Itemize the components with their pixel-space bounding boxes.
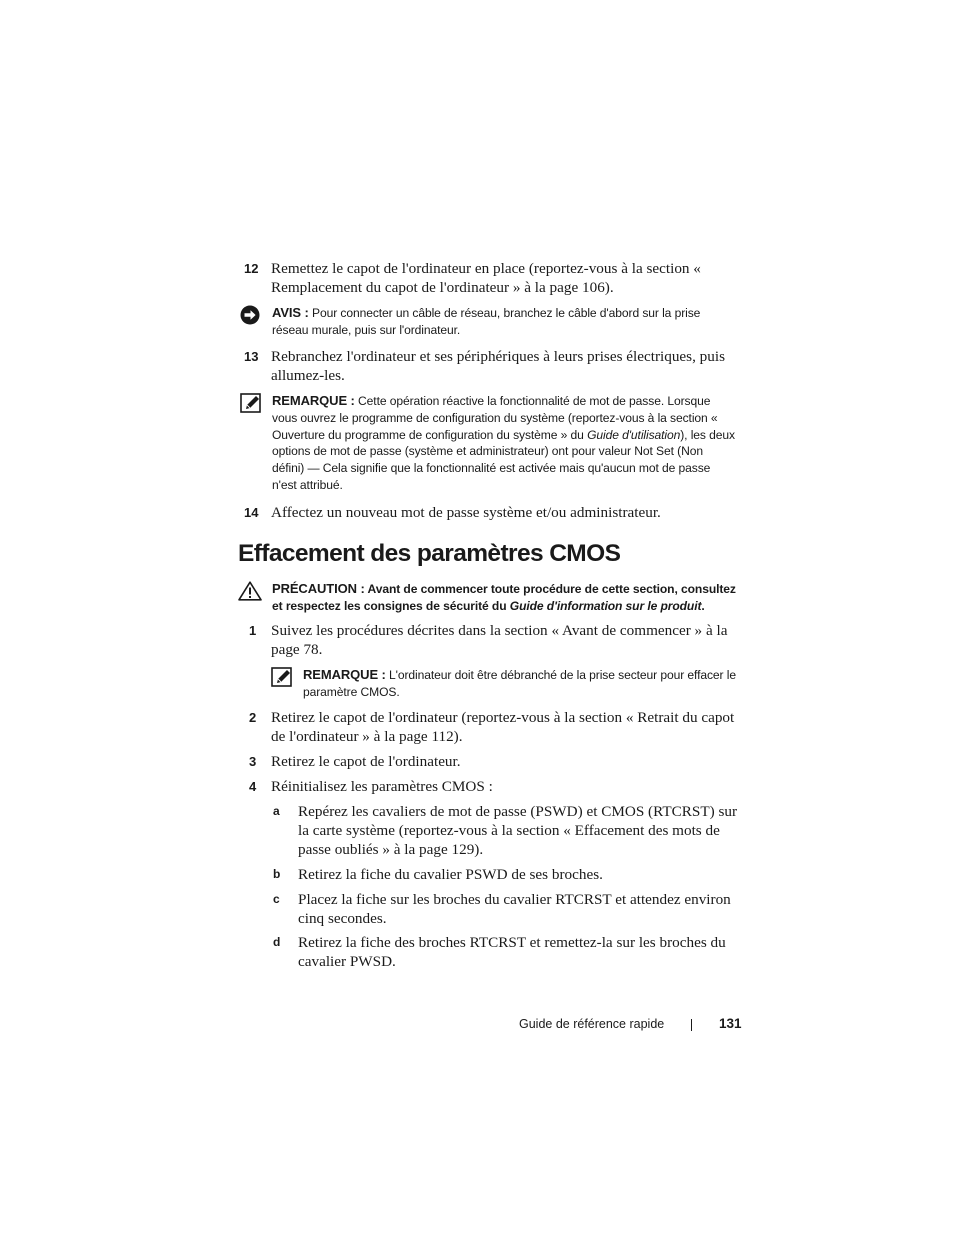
remark-label: REMARQUE :	[303, 667, 386, 682]
substep-letter: d	[273, 935, 281, 949]
step-text: Rebranchez l'ordinateur et ses périphériques à leurs prises électriques, puis allumez-les.	[271, 348, 725, 384]
step-number: 12	[244, 261, 259, 276]
page-number: 131	[719, 1016, 742, 1031]
step-text: Affectez un nouveau mot de passe système et/ou administrateur.	[271, 504, 661, 521]
substep-text: Placez la fiche sur les broches du cavalier RTCRST et attendez environ cinq secondes.	[298, 891, 731, 927]
pencil-note-icon	[271, 667, 293, 692]
caution-end: .	[701, 598, 705, 613]
substep-text: Retirez la fiche du cavalier PSWD de ses broches.	[298, 866, 603, 883]
notice-body: Pour connecter un câble de réseau, branchez le câble d'abord sur la prise réseau murale, puis sur l'ordinateur.	[272, 306, 701, 337]
remark-text	[303, 667, 739, 701]
remark-body-b: ), les deux options de mot de passe (système et administrateur) ont pour valeur	[272, 427, 735, 459]
caution-body: Avant de commencer toute procédure de cette section, consultez et respectez les consignes de sécurité du	[272, 582, 736, 613]
step-text: Suivez les procédures décrites dans la section « Avant de commencer » à la page 78.	[271, 622, 728, 658]
notice-text	[272, 305, 738, 339]
remark-body: L'ordinateur doit être débranché de la prise secteur pour effacer le paramètre CMOS.	[303, 668, 736, 699]
substep-letter: a	[273, 804, 280, 818]
substep-text: Repérez les cavaliers de mot de passe (PSWD) et CMOS (RTCRST) sur la carte système (reportez-vous à la section « Effacement des mots de passe oubliés » à la page 129).	[298, 803, 738, 858]
step-number: 1	[249, 623, 257, 638]
step-number: 14	[244, 505, 259, 520]
remark-body-c: (Non défini) — Cela signifie que la fonctionnalité est activée mais qu'aucun mot de passe n'est attribué.	[272, 444, 711, 492]
remark-text	[272, 393, 738, 494]
caution-reference: Guide d'information sur le produit	[509, 598, 702, 613]
caution-text	[272, 581, 740, 615]
pencil-note-icon	[240, 393, 262, 418]
footer-title: Guide de référence rapide	[519, 1017, 665, 1031]
section-title: Effacement des paramètres CMOS	[238, 540, 621, 567]
notice-icon	[240, 305, 260, 330]
footer-separator	[691, 1019, 692, 1031]
step-number: 13	[244, 349, 259, 364]
substep-letter: b	[273, 867, 281, 881]
substep-text: Retirez la fiche des broches RTCRST et remettez-la sur les broches du cavalier PWSD.	[298, 934, 726, 970]
step-number: 4	[249, 779, 257, 794]
step-text: Retirez le capot de l'ordinateur (reportez-vous à la section « Retrait du capot de l'ordinateur » à la page 112).	[271, 709, 735, 745]
warning-triangle-icon	[238, 581, 262, 606]
remark-value: Not Set	[634, 444, 674, 459]
step-text: Remettez le capot de l'ordinateur en place (reportez-vous à la section « Remplacement du capot de l'ordinateur » à la page 106).	[271, 260, 701, 296]
step-number: 3	[249, 754, 257, 769]
caution-label: PRÉCAUTION :	[272, 581, 365, 596]
notice-label: AVIS :	[272, 305, 309, 320]
step-text: Retirez le capot de l'ordinateur.	[271, 753, 461, 770]
remark-label: REMARQUE :	[272, 393, 355, 408]
step-number: 2	[249, 710, 257, 725]
remark-reference: Guide d'utilisation	[587, 427, 681, 442]
substep-letter: c	[273, 892, 280, 906]
remark-body-a: Cette opération réactive la fonctionnalité de mot de passe. Lorsque vous ouvrez le programme de configuration du système (reportez-vous à la section « Ouverture du programme de configuration du système » du	[272, 394, 718, 442]
step-text: Réinitialisez les paramètres CMOS :	[271, 778, 493, 795]
